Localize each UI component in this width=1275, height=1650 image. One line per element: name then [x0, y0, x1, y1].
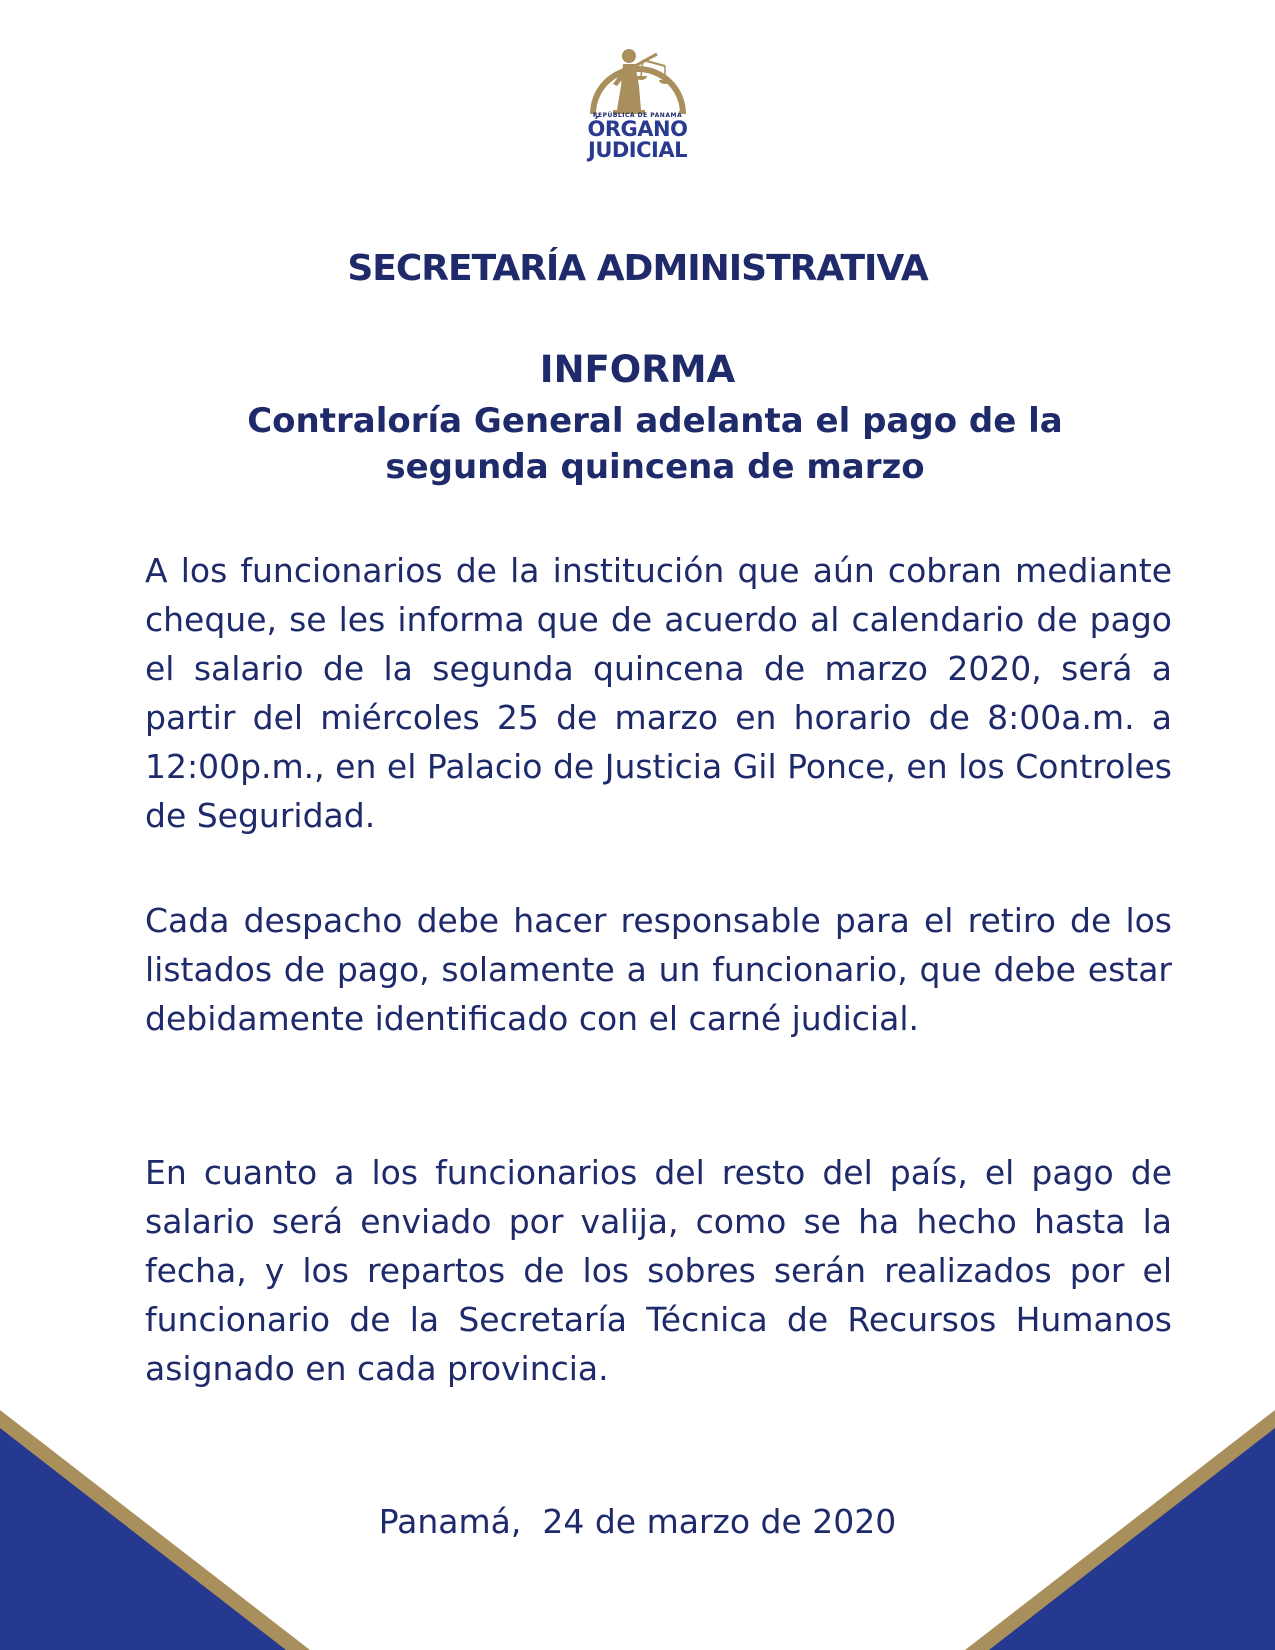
- logo-word-judicial: JUDICIAL: [588, 138, 687, 162]
- body-paragraph-1: A los funcionarios de la institución que aún cobran mediante cheque, se les informa que de acuerdo al calendario de pago el salario de la segunda quincena de marzo 2020, será a partir del miércoles 25 de marzo en horario de 8:00a.m. a 12:00p.m., en el Palacio de Justicia Gil Ponce, en los Controles de Seguridad.: [145, 551, 1172, 835]
- logo-word-organo: ÓRGANO: [587, 117, 688, 141]
- department-title: SECRETARÍA ADMINISTRATIVA: [347, 248, 928, 289]
- body-paragraph-2: Cada despacho debe hacer responsable para el retiro de los listados de pago, solamente a un funcionario, que debe estar debidamente identificado con el carné judicial.: [145, 901, 1172, 1038]
- subject-title: Contraloría General adelanta el pago de la segunda quincena de marzo: [247, 401, 1063, 487]
- informa-title: INFORMA: [539, 348, 736, 391]
- body-paragraph-3: En cuanto a los funcionarios del resto del país, el pago de salario será enviado por valija, como se ha hecho hasta la fecha, y los repartos de los sobres serán realizados por el funcionario de la Secretaría Técnica de Recursos Humanos asignado en cada provincia.: [145, 1153, 1172, 1388]
- organo-judicial-logo: [578, 26, 698, 176]
- justice-emblem-icon: [583, 26, 693, 118]
- logo-republic-text: REPÚBLICA DE PANAMÁ: [592, 112, 683, 119]
- date-line: Panamá, 24 de marzo de 2020: [378, 1502, 897, 1541]
